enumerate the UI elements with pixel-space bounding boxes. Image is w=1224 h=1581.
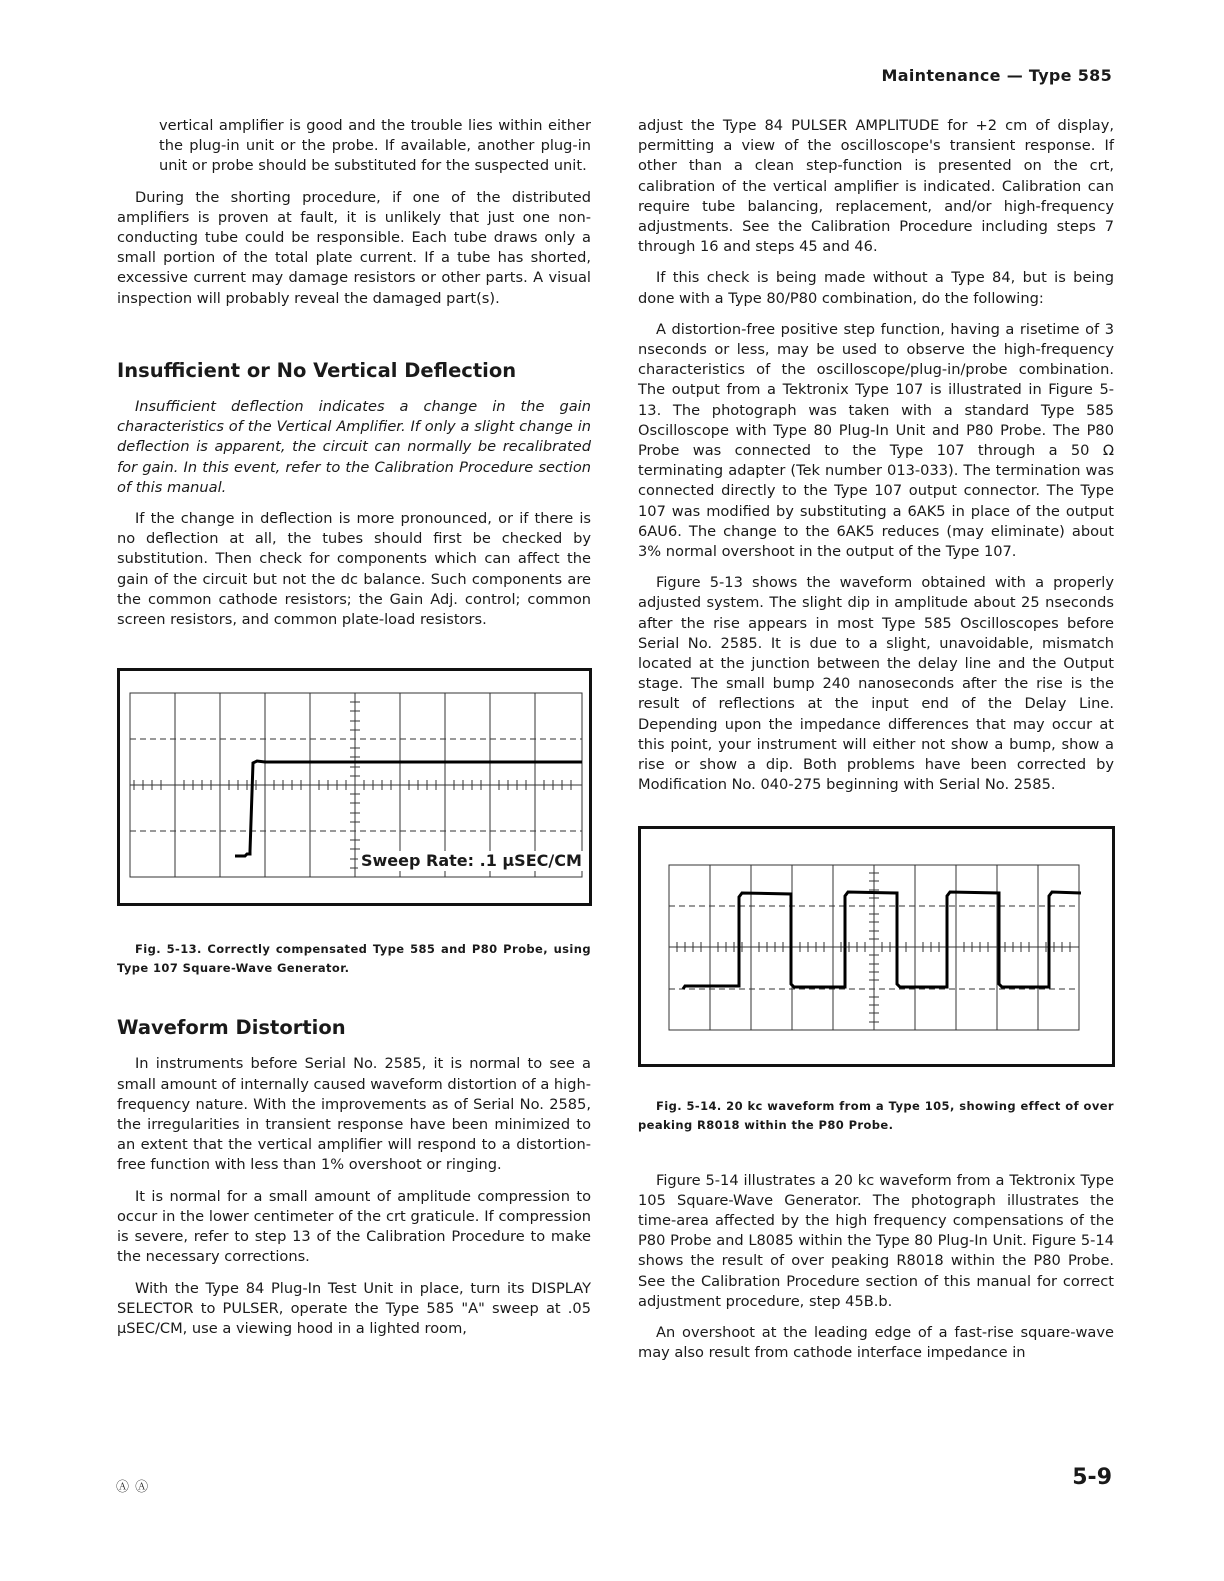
figure-5-14-square-wave-trace: [683, 892, 1081, 989]
right-column: [638, 116, 1114, 1374]
paragraph-adjust: adjust the Type 84 PULSER AMPLITUDE for +2 cm of display, permitting a view of the oscilloscope's transient response. If other than a clean step-function is presented on the crt, calibration of the vertical amplifier is indicated. Calibration can require tube balancing, replacement, and/or high-frequency adjustments. See the Calibration Procedure including steps 7 through 16 and steps 45 and 46.: [638, 117, 1114, 256]
paragraph-insufficient-1: Insufficient deflection indicates a change in the gain characteristics of the Vertical Amplifier. If only a slight change in deflection is apparent, the circuit can normally be recalibrated for gain. In this event, refer to the Calibration Procedure section of this manual.: [117, 398, 591, 496]
paragraph-shorting: During the shorting procedure, if one of the distributed amplifiers is proven at fault, it is unlikely that just one non-conducting tube could be responsible. Each tube draws only a small portion of the total plate current. If a tube has shorted, excessive current may damage resistors or other parts. A visual inspection will probably reveal the damaged part(s).: [117, 188, 591, 307]
paragraph-distortion-1: In instruments before Serial No. 2585, it is normal to see a small amount of internally caused waveform distortion of a high-frequency nature. With the improvements as of Serial No. 2585, the irregularities in transient response have been minimized to an extent that the vertical amplifier will respond to a distortion-free function with less than 1% overshoot or ringing.: [117, 1055, 591, 1174]
heading-waveform-distortion: Waveform Distortion: [117, 1016, 346, 1040]
left-column: [117, 116, 591, 1350]
paragraph-figure-5-14: Figure 5-14 illustrates a 20 kc waveform from a Tektronix Type 105 Square-Wave Generator. The photograph illustrates the time-area affected by the high frequency compensations of the P80 Probe and L8085 within the Type 80 Plug-In Unit. Figure 5-14 shows the result of over peaking R8018 within the P80 Probe. See the Calibration Procedure section of this manual for correct adjustment procedure, step 45B.b.: [638, 1171, 1114, 1310]
paragraph-insufficient-2: If the change in deflection is more pronounced, or if there is no deflection at all, the tubes should first be checked by substitution. Then check for components which can affect the gain of the circuit but not the dc balance. Such components are the common cathode resistors; the Gain Adj. control; common screen resistors, and common plate-load resistors.: [117, 510, 591, 629]
figure-5-14-scope-photo: [638, 826, 1115, 1067]
paragraph-figure-5-13: Figure 5-13 shows the waveform obtained with a properly adjusted system. The slight dip in amplitude about 25 nseconds after the rise appears in most Type 585 Oscilloscopes before Serial No. 2585. It is due to a slight, unavoidable, mismatch located at the junction between the delay line and the Output stage. The small bump 240 nanoseconds after the rise is the result of reflections at the input end of the Delay Line. Depending upon the impedance differences that may occur at this point, your instrument will either not show a bump, show a rise or show a dip. Both problems have been corrected by Modification No. 040-275 beginning with Serial No. 2585.: [638, 574, 1114, 794]
page-number: 5-9: [1072, 1465, 1112, 1490]
figure-5-14-graticule: [641, 829, 1112, 1064]
paragraph-step-function: A distortion-free positive step function, having a risetime of 3 nseconds or less, may be used to observe the high-frequency characteristics of the oscilloscope/plug-in/probe combination. The output from a Tektronix Type 107 is illustrated in Figure 5-13. The photograph was taken with a standard Type 585 Oscilloscope with Type 80 Plug-In Unit and P80 Probe. The P80 Probe was connected to the Type 107 through a 50 Ω terminating adapter (Tek number 013-033). The termination was connected directly to the Type 107 output connector. The Type 107 was modified by substituting a 6AK5 in place of the output 6AU6. The change to the 6AK5 reduces (may eliminate) about 3% normal overshoot in the output of the Type 107.: [638, 320, 1114, 561]
paragraph-distortion-2: It is normal for a small amount of amplitude compression to occur in the lower centimeter of the crt graticule. If compression is severe, refer to step 13 of the Calibration Procedure to make the necessary corrections.: [117, 1187, 591, 1266]
footer-edition-mark: Ⓐ Ⓐ: [116, 1480, 150, 1495]
paragraph-if-check: If this check is being made without a Type 84, but is being done with a Type 80/P80 combination, do the following:: [638, 269, 1114, 307]
paragraph-distortion-3: With the Type 84 Plug-In Test Unit in place, turn its DISPLAY SELECTOR to PULSER, operate the Type 585 "A" sweep at .05 µSEC/CM, use a viewing hood in a lighted room,: [117, 1279, 591, 1337]
figure-5-13-caption: Fig. 5-13. Correctly compensated Type 585 and P80 Probe, using Type 107 Square-Wave Generator.: [117, 942, 591, 976]
paragraph-intro: vertical amplifier is good and the trouble lies within either the plug-in unit or the probe. If available, another plug-in unit or probe should be substituted for the suspected unit.: [159, 117, 591, 175]
figure-5-14-caption: Fig. 5-14. 20 kc waveform from a Type 105, showing effect of over peaking R8018 within the P80 Probe.: [638, 1098, 1114, 1132]
running-header: Maintenance — Type 585: [881, 66, 1112, 85]
heading-insufficient-deflection: Insufficient or No Vertical Deflection: [117, 358, 517, 382]
figure-5-13-sweep-rate-label: Sweep Rate: .1 µSEC/CM: [358, 851, 585, 871]
paragraph-overshoot: An overshoot at the leading edge of a fast-rise square-wave may also result from cathode interface impedance in: [638, 1323, 1114, 1362]
figure-5-13-step-trace: [235, 761, 582, 856]
figure-5-13-scope-photo: [117, 668, 592, 906]
